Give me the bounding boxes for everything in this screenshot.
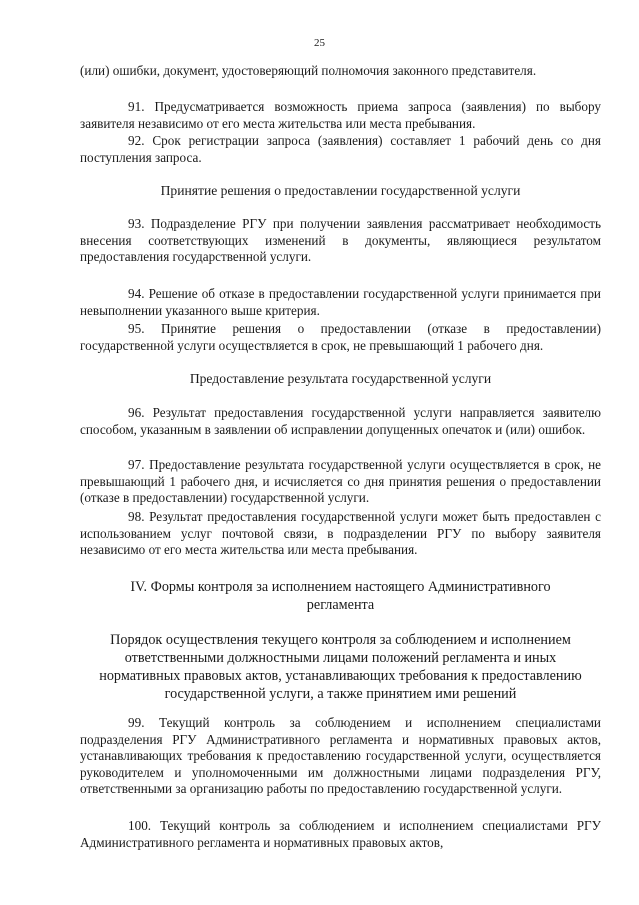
paragraph-98: 98. Результат предоставления государственной услуги может быть предоставлен с использованием услуг почтовой связи, в подразделении РГУ по выбору заявителя независимо от его места жительства или места пребывания. xyxy=(80,509,601,558)
page-number: 25 xyxy=(314,37,325,49)
paragraph-92: 92. Срок регистрации запроса (заявления) составляет 1 рабочий день со дня поступления запроса. xyxy=(80,133,601,165)
paragraph-96: 96. Результат предоставления государственной услуги направляется заявителю способом, указанным в заявлении об исправлении допущенных опечаток и (или) ошибок. xyxy=(80,405,601,437)
paragraph-94: 94. Решение об отказе в предоставлении государственной услуги принимается при невыполнении указанного выше критерия. xyxy=(80,286,601,318)
paragraph-95: 95. Принятие решения о предоставлении (отказе в предоставлении) государственной услуги осуществляется в срок, не превышающий 1 рабочего дня. xyxy=(80,321,601,353)
subsection-heading-control: Порядок осуществления текущего контроля за соблюдением и исполнением ответственными должностными лицами положений регламента и иных нормативных правовых актов, устанавливающих требования к предоставлению государственной услуги, а также принятием ими решений xyxy=(99,632,582,702)
heading-decision: Принятие решения о предоставлении государственной услуги xyxy=(160,183,521,198)
heading-result: Предоставление результата государственной услуги xyxy=(189,371,492,386)
paragraph-91: 91. Предусматривается возможность приема запроса (заявления) по выбору заявителя независимо от его места жительства или места пребывания. xyxy=(80,99,601,131)
paragraph-97: 97. Предоставление результата государственной услуги осуществляется в срок, не превышающий 1 рабочего дня, и исчисляется со дня принятия решения о предоставлении (отказе в предоставлении) государственной услуги. xyxy=(80,457,601,506)
paragraph-93: 93. Подразделение РГУ при получении заявления рассматривает необходимость внесения соответствующих изменений в документы, являющиеся результатом предоставления государственной услуги. xyxy=(80,216,601,265)
section-heading-iv: IV. Формы контроля за исполнением настоящего Административного регламента xyxy=(130,579,551,613)
paragraph-representative-docs: (или) ошибки, документ, удостоверяющий полномочия законного представителя. xyxy=(80,63,537,78)
paragraph-100: 100. Текущий контроль за соблюдением и исполнением специалистами РГУ Административного регламента и нормативных правовых актов, xyxy=(80,818,601,850)
paragraph-99: 99. Текущий контроль за соблюдением и исполнением специалистами подразделения РГУ Административного регламента и нормативных правовых актов, устанавливающих требования к предоставлению государственной услуги, осуществляется руководителем и уполномоченными им должностными лицами подразделения РГУ, ответственными за организацию работы по предоставлению государственной услуги. xyxy=(80,715,601,797)
